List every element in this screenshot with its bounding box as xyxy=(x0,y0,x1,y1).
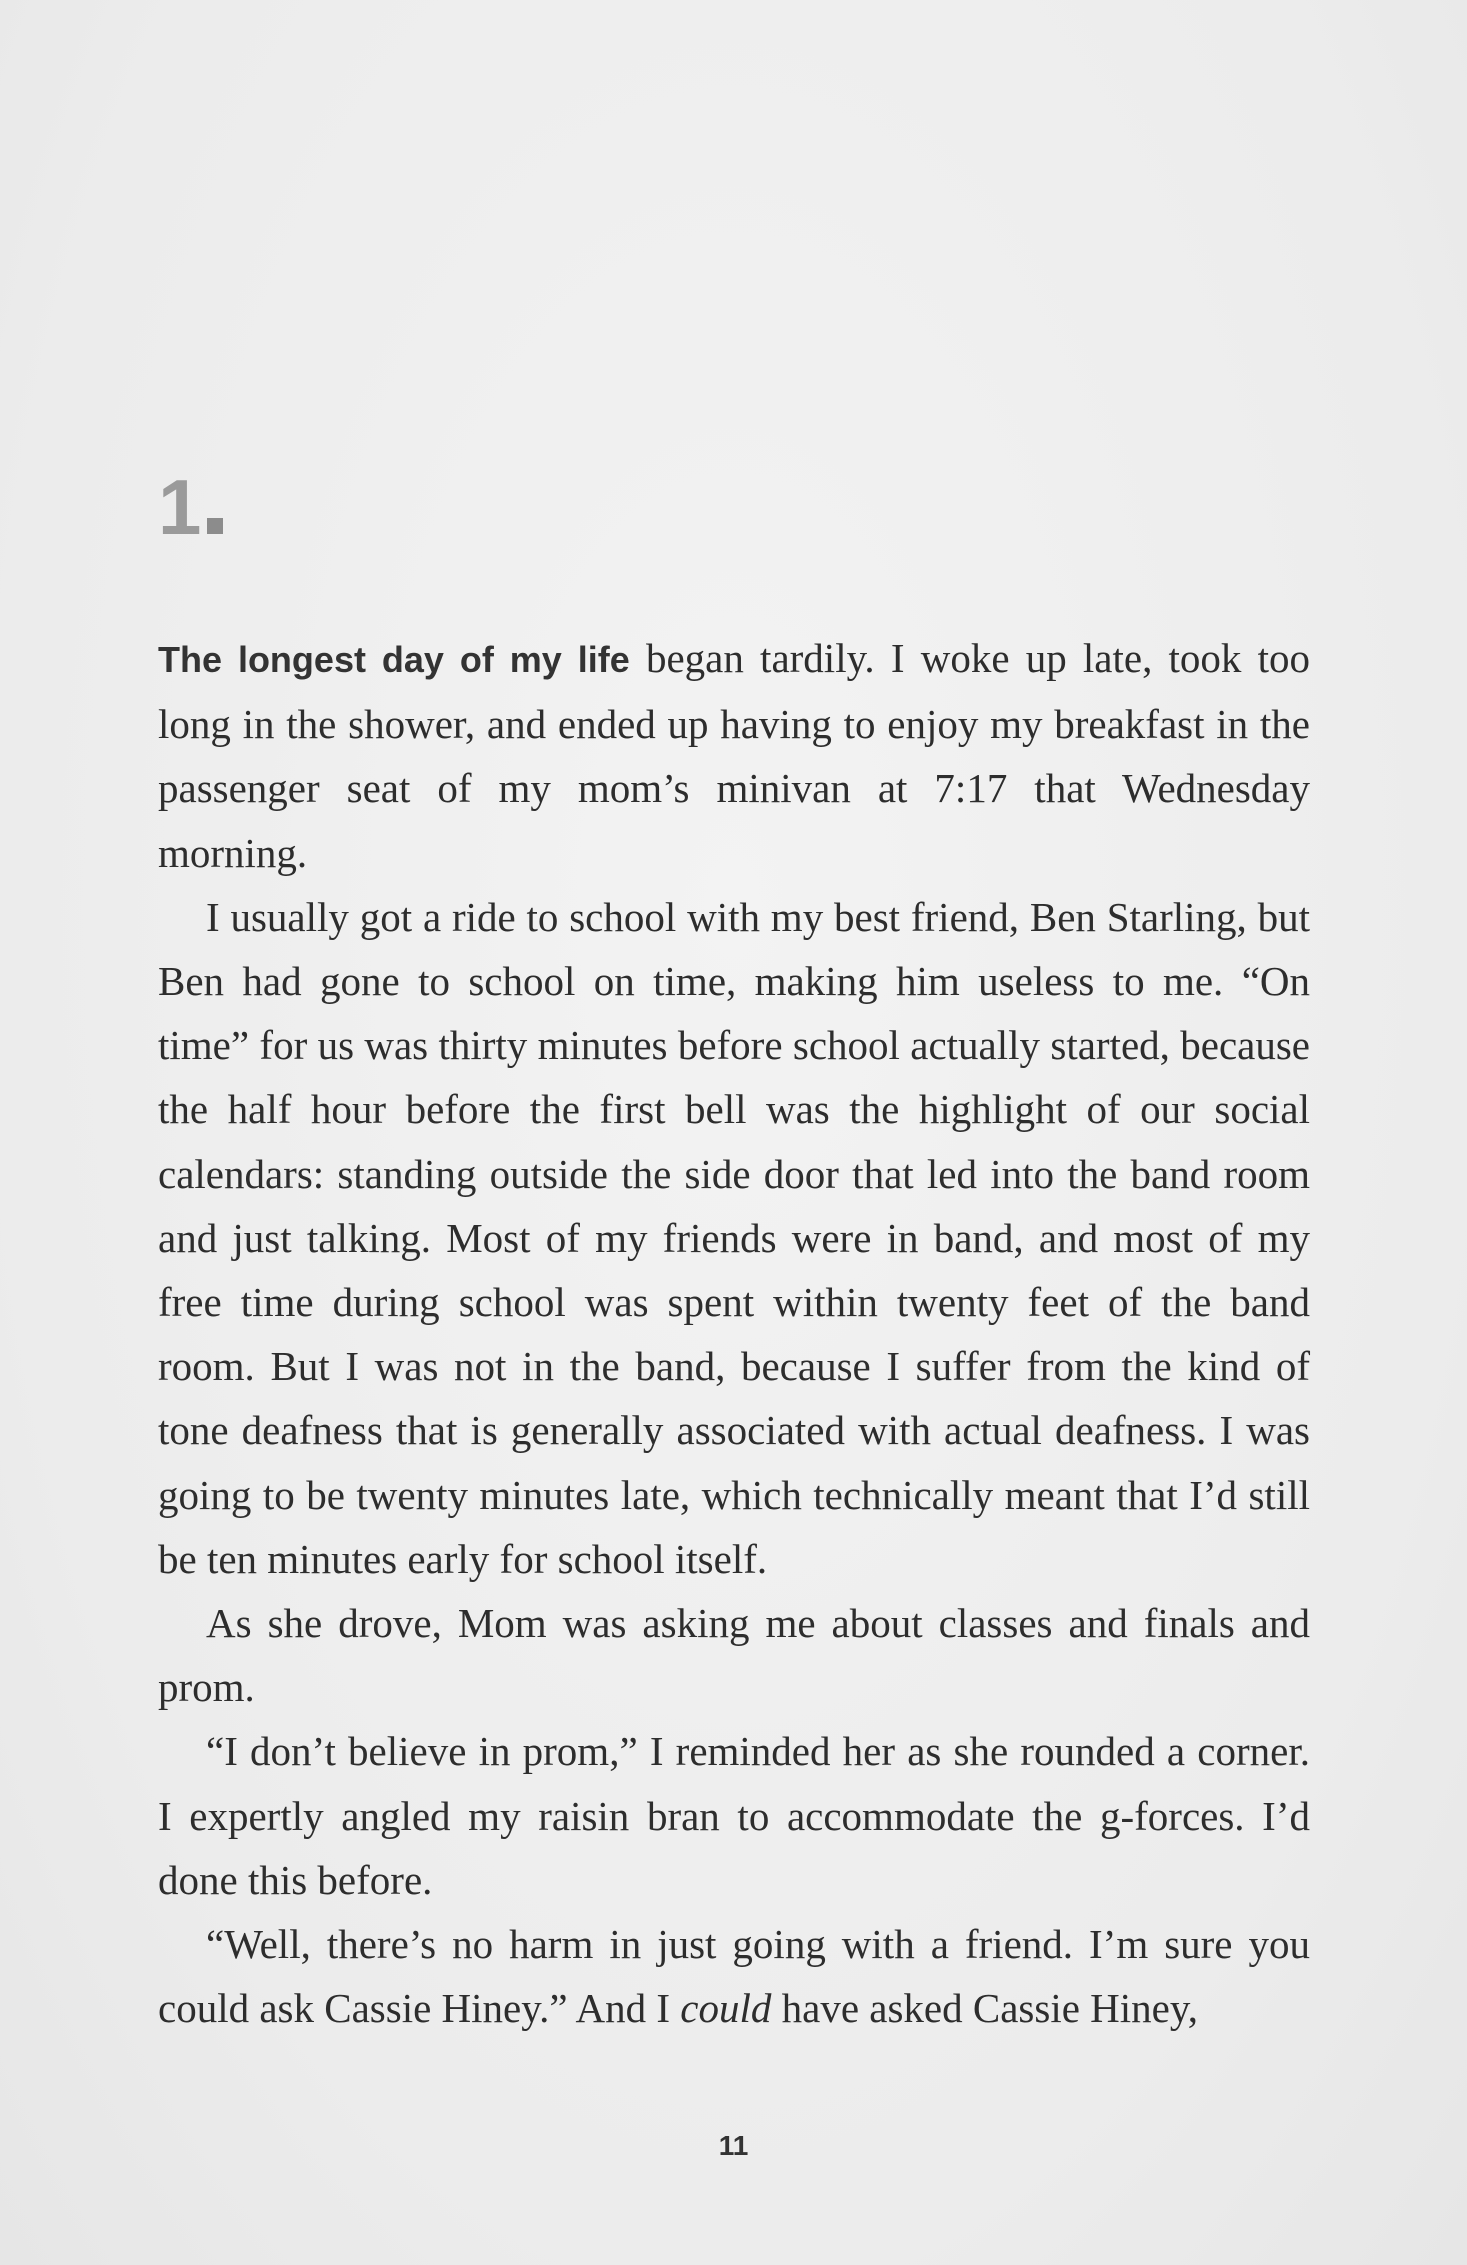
paragraph-1 xyxy=(158,626,1310,885)
chapter-number-dot xyxy=(207,518,223,534)
paragraph-5 xyxy=(158,1912,1310,2040)
chapter-number xyxy=(158,463,223,551)
body-text xyxy=(158,626,1310,2040)
paragraph-3: As she drove, Mom was asking me about classes and finals and prom. xyxy=(158,1600,1310,1711)
lead-in: The longest day of my life xyxy=(158,639,630,680)
chapter-number-text: 1 xyxy=(158,463,200,551)
paragraph-1-text: began tardily. I woke up late, took too long in the shower, and ended up having to enjoy my breakfast in the passenger seat of my mom’s minivan at 7:17 that Wednesday morning. xyxy=(158,635,1310,876)
paragraph-5-emphasis: could xyxy=(680,1985,772,2032)
paragraph-5-text-start: “Well, there’s no harm in just going with a friend. I’m sure you could ask Cassie Hiney.” And I xyxy=(158,1921,1310,2032)
page-number: 11 xyxy=(718,2130,749,2161)
paragraph-2: I usually got a ride to school with my best friend, Ben Starling, but Ben had gone to school on time, making him useless to me. “On time” for us was thirty minutes before school actually started, because the half hour before the first bell was the highlight of our social calendars: standing outside the side door that led into the band room and just talking. Most of my friends were in band, and most of my free time during school was spent within twenty feet of the band room. But I was not in the band, because I suffer from the kind of tone deafness that is generally associated with actual deafness. I was going to be twenty minutes late, which technically meant that I’d still be ten minutes early for school itself. xyxy=(158,893,1310,1582)
paragraph-5-text-end: have asked Cassie Hiney, xyxy=(771,1985,1198,2032)
paragraph-4: “I don’t believe in prom,” I reminded her as she rounded a corner. I expertly angled my raisin bran to accommodate the g-forces. I’d done this before. xyxy=(158,1728,1310,1903)
